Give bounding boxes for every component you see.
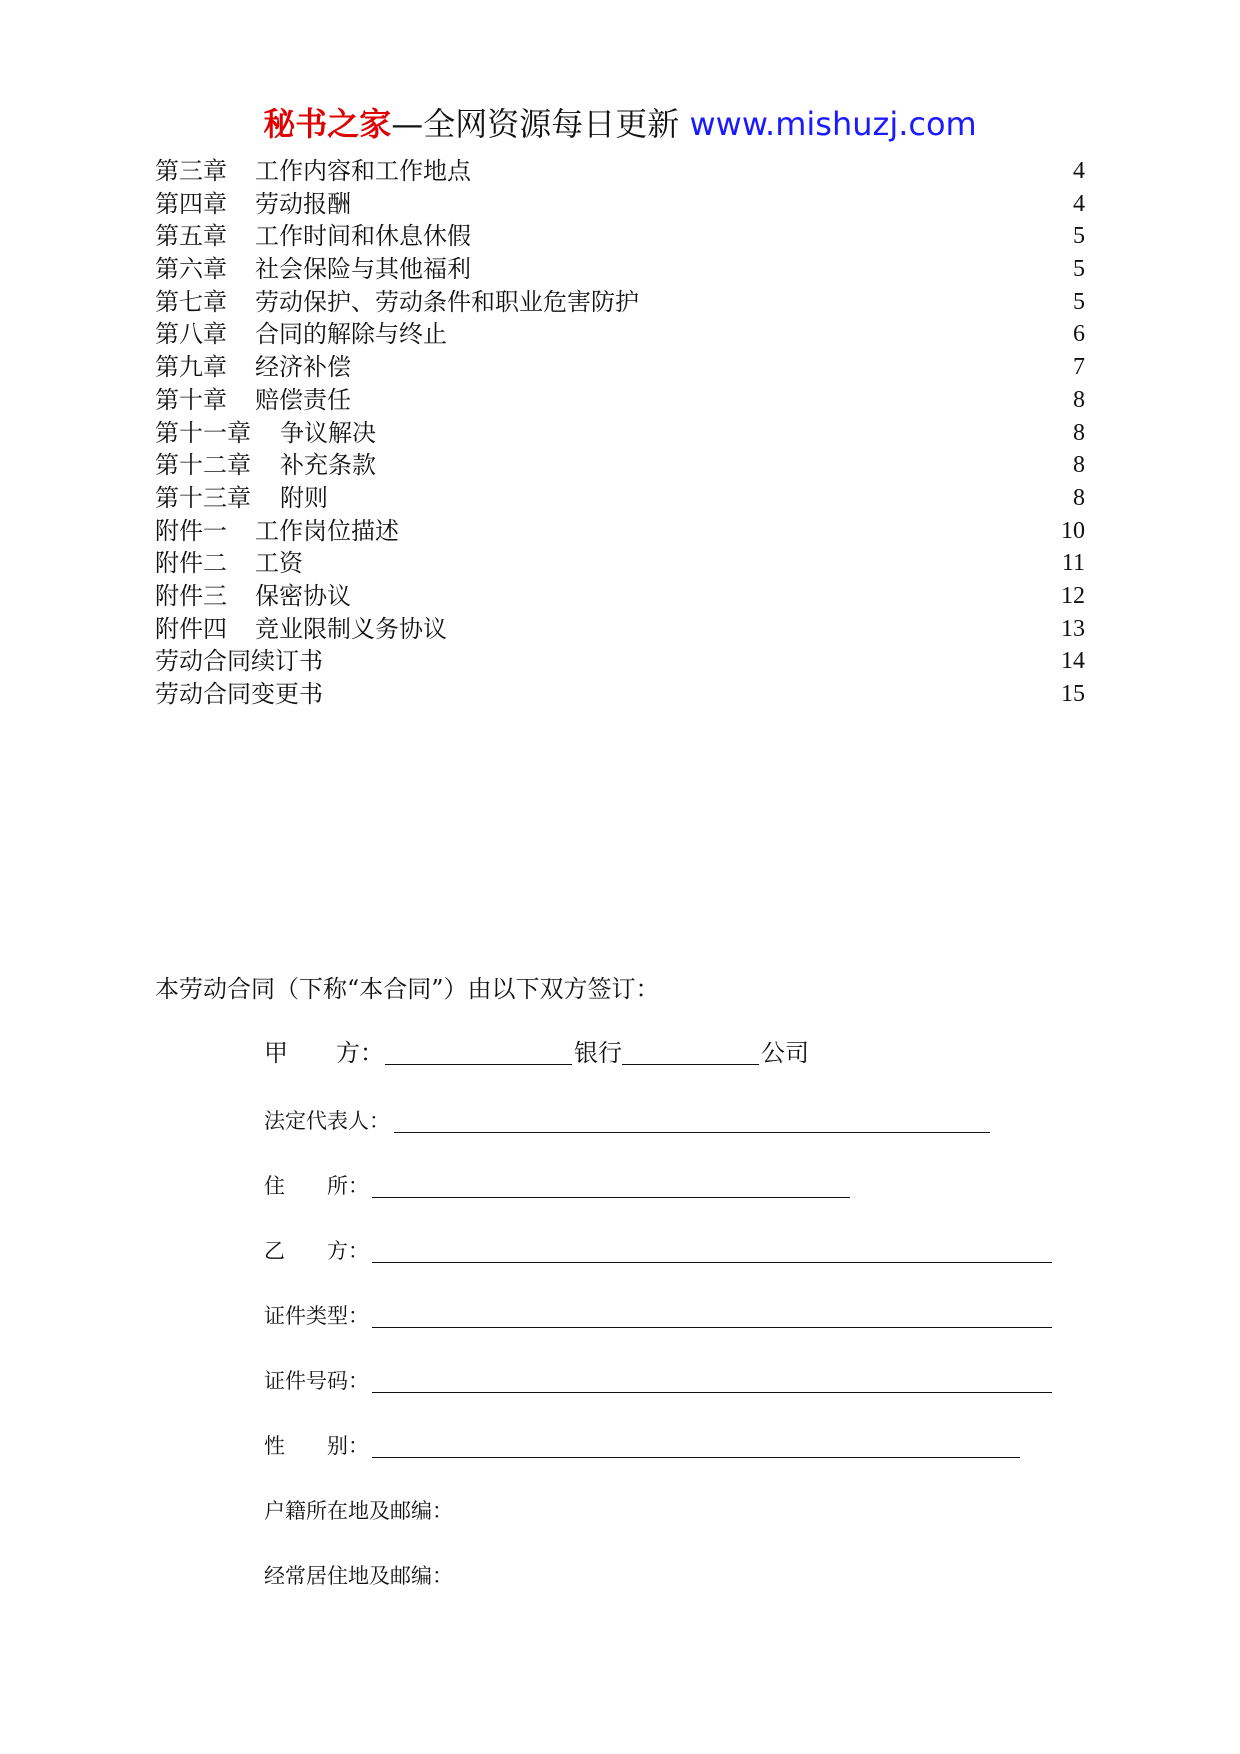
toc-entry-number: 第五章 (155, 222, 227, 251)
party-a-label: 甲 方： (264, 1039, 384, 1067)
toc-entry-page: 8 (1073, 386, 1085, 413)
header-tagline: —全网资源每日更新 (391, 105, 690, 143)
toc-entry-number: 第九章 (155, 353, 227, 382)
household-label: 户籍所在地及邮编： (264, 1499, 453, 1523)
contract-intro: 本劳动合同（下称“本合同”）由以下双方签订： (155, 975, 660, 1003)
address-label: 住 所： (264, 1174, 369, 1198)
toc-entry-title: 社会保险与其他福利 (255, 255, 471, 284)
gender-blank[interactable] (372, 1431, 1020, 1458)
toc-entry-page: 14 (1061, 648, 1085, 675)
toc-entry-title: 赔偿责任 (255, 385, 351, 414)
toc-entry-number: 第七章 (155, 287, 227, 316)
toc-entry-title: 争议解决 (280, 418, 376, 447)
toc-entry-number: 第十三章 (155, 483, 251, 512)
toc-entry-number: 第三章 (155, 157, 227, 185)
toc-entry-number: 第十二章 (155, 451, 251, 480)
toc-entry-number: 第八章 (155, 320, 227, 349)
header-url[interactable]: www.mishuzj.com (689, 105, 977, 143)
toc-entry-number: 附件二 (155, 549, 227, 578)
toc-entry-number: 第四章 (155, 189, 227, 218)
toc-entry-page: 8 (1073, 452, 1085, 479)
toc-entry-number: 附件一 (155, 516, 227, 545)
legal-rep-blank[interactable] (394, 1106, 990, 1133)
id-type-blank[interactable] (372, 1301, 1052, 1328)
toc-entry-page: 15 (1061, 681, 1085, 707)
toc-entry-title: 工作岗位描述 (255, 516, 399, 545)
toc-entry-page: 11 (1061, 550, 1085, 577)
party-a-bank-blank[interactable] (385, 1038, 572, 1065)
toc-entry-title: 劳动合同续订书 (155, 647, 323, 676)
toc-entry-title: 保密协议 (255, 581, 351, 610)
toc-entry-title: 工作内容和工作地点 (255, 157, 471, 185)
toc-entry-title: 合同的解除与终止 (255, 320, 447, 349)
toc-entry-title: 补充条款 (280, 451, 376, 480)
toc-entry-page: 13 (1061, 615, 1085, 642)
toc-entry-title: 工资 (255, 549, 303, 578)
toc-entry-page: 8 (1073, 484, 1085, 511)
toc-entry-page: 5 (1073, 288, 1085, 315)
id-number-label: 证件号码： (264, 1369, 369, 1393)
toc-entry-page: 6 (1073, 321, 1085, 348)
toc-entry-number: 第十一章 (155, 418, 251, 447)
toc-entry-page: 5 (1073, 223, 1085, 250)
toc-entry-page: 12 (1061, 582, 1085, 609)
toc-entry-number: 第十章 (155, 385, 227, 414)
id-type-label: 证件类型： (264, 1304, 369, 1328)
toc-entry-page: 5 (1073, 256, 1085, 283)
toc-entry-page: 4 (1073, 190, 1085, 217)
header-brand: 秘书之家 (263, 105, 392, 143)
toc-entry-title: 竞业限制义务协议 (255, 614, 447, 643)
residence-label: 经常居住地及邮编： (264, 1564, 453, 1588)
legal-rep-label: 法定代表人： (264, 1109, 390, 1133)
toc-entry-number: 第六章 (155, 255, 227, 284)
toc-entry-title: 附则 (280, 483, 328, 512)
toc-entry-page: 10 (1061, 517, 1085, 544)
toc-entry-page: 7 (1073, 354, 1085, 381)
party-b-label: 乙 方： (264, 1239, 369, 1263)
toc-entry-number: 附件三 (155, 581, 227, 610)
party-a-bank-text: 银行 (574, 1039, 622, 1067)
toc-entry-title: 工作时间和休息休假 (255, 222, 471, 251)
party-a-company-text: 公司 (761, 1039, 809, 1067)
party-a-company-blank[interactable] (622, 1038, 759, 1065)
gender-label: 性 别： (264, 1434, 369, 1458)
toc-entry-number: 附件四 (155, 614, 227, 643)
toc-entry-title: 劳动合同变更书 (155, 680, 323, 708)
toc-entry-title: 劳动保护、劳动条件和职业危害防护 (255, 287, 639, 316)
id-number-blank[interactable] (372, 1366, 1052, 1393)
toc-entry-title: 劳动报酬 (255, 189, 351, 218)
toc-entry-page: 4 (1073, 158, 1085, 184)
toc-entry-page: 8 (1073, 419, 1085, 446)
party-b-blank[interactable] (372, 1236, 1052, 1263)
address-blank[interactable] (372, 1171, 850, 1198)
toc-entry-title: 经济补偿 (255, 353, 351, 382)
